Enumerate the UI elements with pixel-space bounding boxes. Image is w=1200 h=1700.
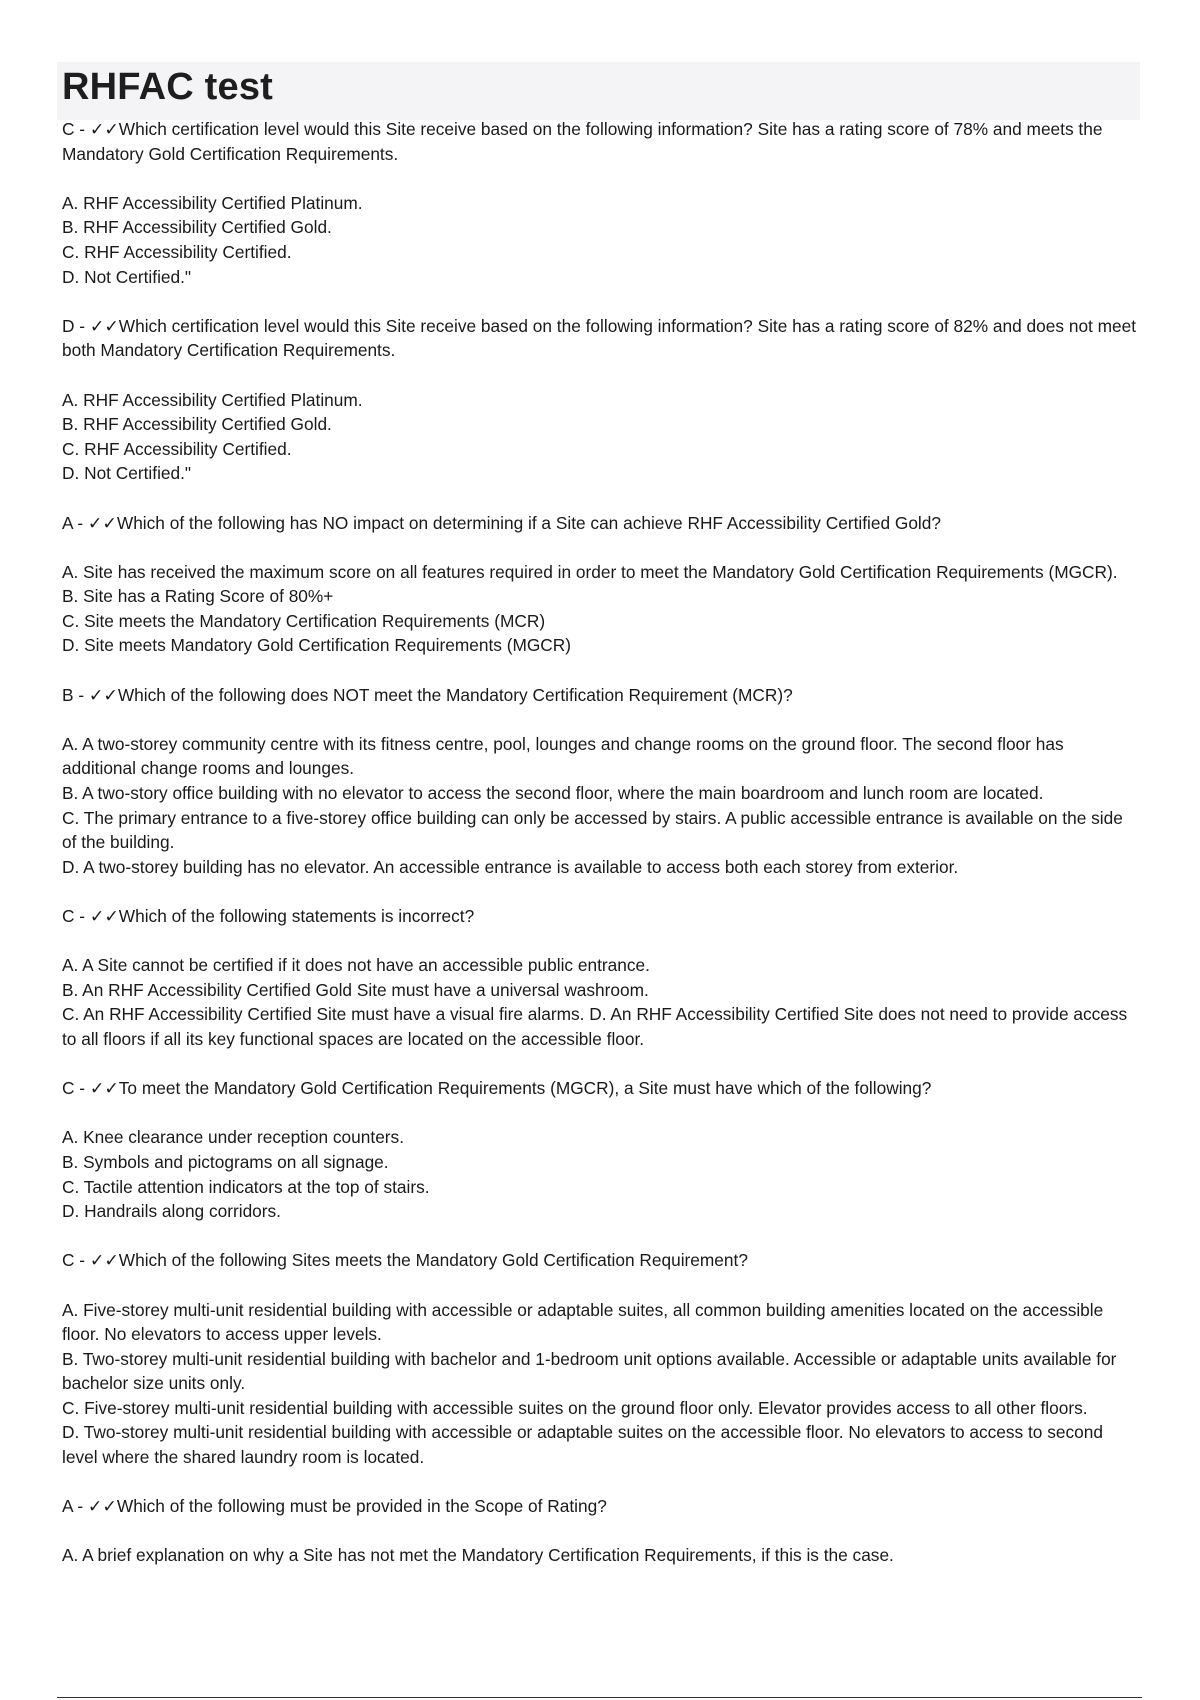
answer-option: A. A brief explanation on why a Site has not met the Mandatory Certification Requirements, if this is the case. (62, 1545, 894, 1566)
answer-option: A. A two-storey community centre with its fitness centre, pool, lounges and change rooms on the ground floor. The second floor has additional change rooms and lounges. (62, 733, 1064, 779)
answer-option: B. Two-storey multi-unit residential building with bachelor and 1-bedroom unit options available. Accessible or adaptable units available for bachelor size units only. (62, 1348, 1117, 1394)
footer-divider (57, 1697, 1142, 1698)
question-text: C - ✓✓Which certification level would this Site receive based on the following information? Site has a rating score of 78% and meets the Mandatory Gold Certification Requirements. (62, 119, 1103, 164)
answer-option: D. Not Certified." (62, 463, 192, 484)
question-block (62, 1076, 1142, 1224)
answer-option: B. Site has a Rating Score of 80%+ (62, 586, 334, 607)
answer-option: C. RHF Accessibility Certified. (62, 438, 292, 459)
question-block (62, 1494, 1142, 1568)
answer-option: C. An RHF Accessibility Certified Site must have a visual fire alarms. D. An RHF Accessibility Certified Site does not need to provide access to all floors if all its key functional spaces are located on the accessible floor. (62, 1004, 1128, 1049)
answer-option: D. Site meets Mandatory Gold Certification Requirements (MGCR) (62, 635, 572, 656)
answer-option: D. Two-storey multi-unit residential building with accessible or adaptable suites on the accessible floor. No elevators to access to second level where the shared laundry room is located. (62, 1422, 1103, 1468)
question-text: A - ✓✓Which of the following must be provided in the Scope of Rating? (62, 1496, 607, 1517)
question-block (62, 314, 1142, 486)
answer-option: B. RHF Accessibility Certified Gold. (62, 414, 332, 435)
answer-option: C. Five-storey multi-unit residential building with accessible suites on the ground floor only. Elevator provides access to all other floors. (62, 1397, 1088, 1418)
answer-option: B. A two-story office building with no elevator to access the second floor, where the main boardroom and lunch room are located. (62, 783, 1044, 804)
question-text: C - ✓✓Which of the following statements is incorrect? (62, 906, 475, 926)
question-block (62, 683, 1142, 880)
answer-option: A. Five-storey multi-unit residential building with accessible or adaptable suites, all common building amenities located on the accessible floor. No elevators to access upper levels. (62, 1299, 1104, 1345)
question-list (62, 117, 1142, 1593)
question-text: C - ✓✓Which of the following Sites meets the Mandatory Gold Certification Requirement? (62, 1250, 748, 1271)
answer-option: C. Site meets the Mandatory Certification Requirements (MCR) (62, 610, 546, 631)
question-text: D - ✓✓Which certification level would this Site receive based on the following information? Site has a rating score of 82% and does not meet both Mandatory Certification Requirements. (62, 315, 1137, 361)
question-text: B - ✓✓Which of the following does NOT meet the Mandatory Certification Requirement (MCR)? (62, 684, 793, 705)
question-text: C - ✓✓To meet the Mandatory Gold Certification Requirements (MGCR), a Site must have which of the following? (62, 1078, 932, 1099)
answer-option: A. RHF Accessibility Certified Platinum. (62, 192, 363, 213)
answer-option: C. RHF Accessibility Certified. (62, 241, 292, 262)
question-block (62, 117, 1142, 289)
answer-option: B. RHF Accessibility Certified Gold. (62, 217, 332, 238)
question-block (62, 904, 1142, 1052)
answer-option: B. An RHF Accessibility Certified Gold Site must have a universal washroom. (62, 979, 649, 1000)
answer-option: A. Site has received the maximum score on all features required in order to meet the Mandatory Gold Certification Requirements (MGCR). (62, 561, 1118, 582)
answer-option: C. Tactile attention indicators at the top of stairs. (62, 1176, 430, 1197)
question-block (62, 1248, 1142, 1469)
answer-option: D. Handrails along corridors. (62, 1201, 281, 1222)
answer-option: A. RHF Accessibility Certified Platinum. (62, 389, 363, 410)
answer-option: A. A Site cannot be certified if it does not have an accessible public entrance. (62, 955, 650, 976)
answer-option: C. The primary entrance to a five-storey office building can only be accessed by stairs. A public accessible entrance is available on the side of the building. (62, 807, 1123, 853)
answer-option: A. Knee clearance under reception counters. (62, 1127, 404, 1148)
answer-option: B. Symbols and pictograms on all signage. (62, 1151, 389, 1172)
answer-option: D. Not Certified." (62, 266, 192, 287)
question-block (62, 511, 1142, 659)
answer-option: D. A two-storey building has no elevator. An accessible entrance is available to access both each storey from exterior. (62, 856, 959, 877)
question-text: A - ✓✓Which of the following has NO impact on determining if a Site can achieve RHF Accessibility Certified Gold? (62, 512, 941, 533)
page-title: RHFAC test (62, 66, 274, 108)
